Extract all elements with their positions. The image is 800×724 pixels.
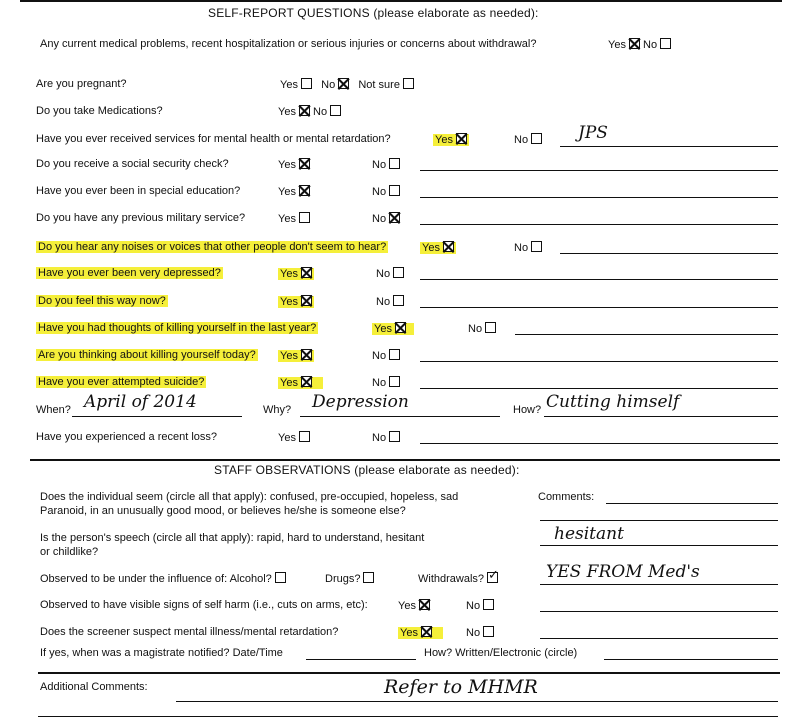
yes-checkbox[interactable] — [299, 212, 310, 223]
no-checkbox[interactable] — [389, 185, 400, 196]
q-medical-label: Any current medical problems, recent hospitalization or serious injuries or concerns about withdrawal? — [40, 38, 537, 50]
q-social-security-label: Do you receive a social security check? — [36, 158, 229, 170]
withdrawal-note: YES FROM Med's — [546, 562, 700, 582]
additional-comments-label: Additional Comments: — [40, 681, 148, 693]
q-self-harm-label: Observed to have visible signs of self harm (i.e., cuts on arms, etc): — [40, 599, 368, 611]
how-written-label: How? Written/Electronic (circle) — [424, 647, 578, 659]
no-checkbox[interactable] — [389, 212, 400, 223]
q-feel-now-label: Do you feel this way now? — [38, 295, 166, 307]
no-checkbox[interactable] — [330, 105, 341, 116]
no-checkbox[interactable] — [393, 295, 404, 306]
no-checkbox[interactable] — [660, 38, 671, 49]
q-medications-label: Do you take Medications? — [36, 105, 163, 117]
yes-checkbox[interactable] — [301, 295, 312, 306]
why-value: Depression — [312, 392, 409, 412]
q-feel-now-yes: Yes — [278, 295, 314, 308]
yes-checkbox[interactable] — [629, 38, 640, 49]
q-self-harm-no: No — [466, 599, 494, 612]
q-magistrate-label: If yes, when was a magistrate notified? Date/Time — [40, 647, 283, 659]
q-seem-label-2: Paranoid, in an unusually good mood, or believes he/she is someone else? — [40, 505, 406, 517]
speech-note: hesitant — [554, 524, 624, 544]
q-loss-label: Have you experienced a recent loss? — [36, 431, 217, 443]
withdrawals-option: Withdrawals?✓ — [418, 572, 498, 585]
q-special-ed-yes: Yes — [278, 185, 310, 198]
yes-checkbox[interactable] — [301, 349, 312, 360]
no-checkbox[interactable] — [531, 241, 542, 252]
q-thoughts-year-yes: Yes — [372, 322, 414, 335]
yes-checkbox[interactable] — [299, 431, 310, 442]
q-mental-health-no: No — [514, 133, 542, 146]
q-influence-label: Observed to be under the influence of: Alcohol? — [40, 572, 286, 585]
no-checkbox[interactable] — [485, 322, 496, 333]
alcohol-checkbox[interactable] — [275, 572, 286, 583]
yes-checkbox[interactable] — [419, 599, 430, 610]
when-label: When? — [36, 404, 71, 416]
q-military-no: No — [372, 212, 400, 225]
q-suspect-yes: Yes — [398, 626, 443, 639]
q-thoughts-year-no: No — [468, 322, 496, 335]
q-social-security-no: No — [372, 158, 400, 171]
q-thoughts-year-label: Have you had thoughts of killing yourself in the last year? — [38, 322, 317, 334]
not-sure-checkbox[interactable] — [403, 78, 414, 89]
self-report-title: SELF-REPORT QUESTIONS (please elaborate as needed): — [208, 6, 539, 20]
q-suspect-label: Does the screener suspect mental illness/mental retardation? — [40, 626, 339, 638]
q-military-yes: Yes — [278, 212, 310, 225]
q-voices-label: Do you hear any noises or voices that other people don't seem to hear? — [38, 241, 387, 253]
q-depressed-no: No — [376, 267, 404, 280]
q-medical-answers: Yes No — [608, 38, 671, 51]
q-attempted-no: No — [372, 376, 400, 389]
why-label: Why? — [263, 404, 292, 416]
q-mental-health-label: Have you ever received services for mental health or mental retardation? — [36, 133, 391, 145]
q-self-harm-yes: Yes — [398, 599, 430, 612]
q-seem-label: Does the individual seem (circle all that apply): confused, pre-occupied, hopeless, sad — [40, 491, 459, 503]
q-speech-label: Is the person's speech (circle all that apply): rapid, hard to understand, hesitant — [40, 532, 425, 544]
no-checkbox[interactable] — [389, 349, 400, 360]
yes-checkbox[interactable] — [299, 105, 310, 116]
yes-checkbox[interactable] — [301, 376, 312, 387]
q-attempted-yes: Yes — [278, 376, 323, 389]
q-speech-label-2: or childlike? — [40, 546, 99, 558]
q-loss-no: No — [372, 431, 400, 444]
q-attempted-label: Have you ever attempted suicide? — [38, 376, 205, 388]
q-feel-now-no: No — [376, 295, 404, 308]
staff-title: STAFF OBSERVATIONS (please elaborate as needed): — [214, 463, 520, 477]
q-loss-yes: Yes — [278, 431, 310, 444]
no-checkbox[interactable] — [338, 78, 349, 89]
drugs-option: Drugs? — [325, 572, 374, 585]
q-pregnant-label: Are you pregnant? — [36, 78, 127, 90]
q-thinking-today-yes: Yes — [278, 349, 314, 362]
q-social-security-yes: Yes — [278, 158, 310, 171]
yes-checkbox[interactable] — [421, 626, 432, 637]
yes-checkbox[interactable] — [299, 158, 310, 169]
q-voices-no: No — [514, 241, 542, 254]
q-depressed-yes: Yes — [278, 267, 314, 280]
q-special-ed-label: Have you ever been in special education? — [36, 185, 241, 197]
no-checkbox[interactable] — [389, 431, 400, 442]
how-value: Cutting himself — [546, 392, 680, 412]
how-label: How? — [513, 404, 542, 416]
yes-checkbox[interactable] — [456, 133, 467, 144]
when-value: April of 2014 — [84, 392, 197, 412]
drugs-checkbox[interactable] — [363, 572, 374, 583]
yes-checkbox[interactable] — [395, 322, 406, 333]
no-checkbox[interactable] — [483, 599, 494, 610]
no-checkbox[interactable] — [483, 626, 494, 637]
no-checkbox[interactable] — [389, 158, 400, 169]
q-thinking-today-label: Are you thinking about killing yourself today? — [38, 349, 256, 361]
q-suspect-no: No — [466, 626, 494, 639]
yes-checkbox[interactable] — [299, 185, 310, 196]
q-voices-yes: Yes — [420, 241, 456, 254]
mental-health-note: JPS — [578, 123, 608, 143]
yes-checkbox[interactable] — [443, 241, 454, 252]
yes-checkbox[interactable] — [301, 78, 312, 89]
no-checkbox[interactable] — [389, 376, 400, 387]
yes-checkbox[interactable] — [301, 267, 312, 278]
q-pregnant-answers: Yes No Not sure — [280, 78, 414, 91]
additional-comments-value: Refer to MHMR — [384, 676, 538, 698]
withdrawals-checkbox[interactable] — [487, 572, 498, 583]
q-thinking-today-no: No — [372, 349, 400, 362]
q-mental-health-yes: Yes — [433, 133, 469, 146]
no-checkbox[interactable] — [531, 133, 542, 144]
q-depressed-label: Have you ever been very depressed? — [38, 267, 221, 279]
q-medications-answers: Yes No — [278, 105, 341, 118]
q-special-ed-no: No — [372, 185, 400, 198]
q-military-label: Do you have any previous military service? — [36, 212, 246, 224]
comments-label: Comments: — [538, 491, 595, 503]
no-checkbox[interactable] — [393, 267, 404, 278]
